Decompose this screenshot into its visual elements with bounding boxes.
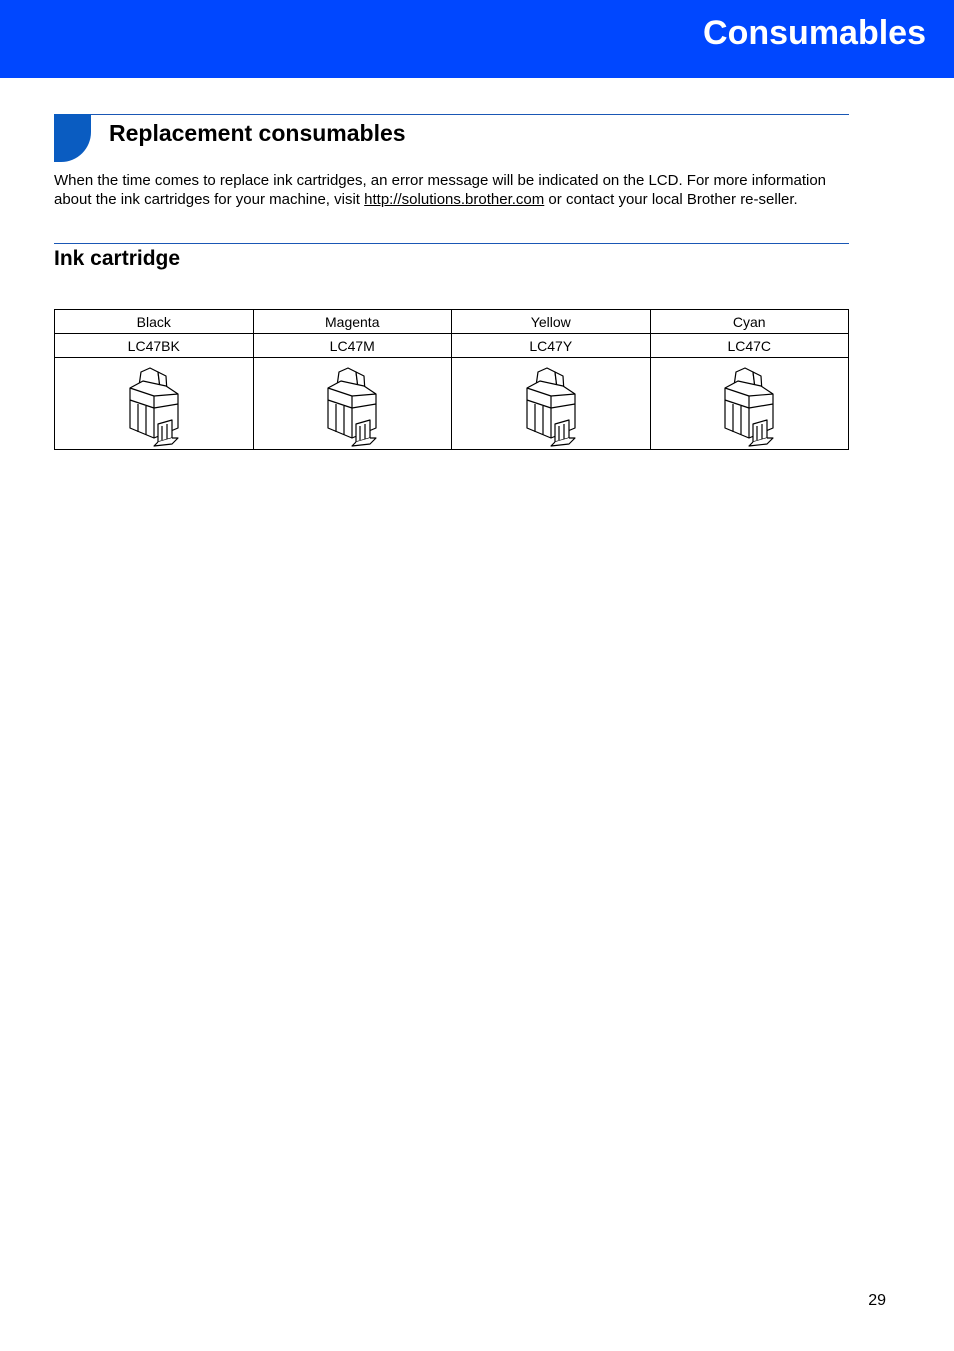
- page-number: 29: [868, 1292, 886, 1309]
- table-row: [55, 310, 849, 334]
- table-row: [55, 358, 849, 450]
- column-name-cell: Cyan: [650, 310, 849, 334]
- subsection-title: Ink cartridge: [54, 247, 181, 270]
- ink-cartridge-icon: [126, 366, 182, 448]
- cartridge-image-cell: [55, 358, 254, 450]
- header-bar: [0, 0, 954, 78]
- table-row: [55, 334, 849, 358]
- ink-cartridge-icon: [324, 366, 380, 448]
- cartridge-image-cell: [253, 358, 452, 450]
- ink-cartridge-icon: [721, 366, 777, 448]
- model-code-cell: LC47BK: [55, 334, 254, 358]
- subsection-rule: [54, 243, 849, 244]
- column-name-cell: Magenta: [253, 310, 452, 334]
- cartridge-image-cell: [650, 358, 849, 450]
- intro-paragraph: [54, 171, 854, 209]
- intro-text-after: or contact your local Brother re-seller.: [544, 191, 798, 208]
- section-tab-marker: [54, 114, 91, 162]
- model-code-cell: LC47M: [253, 334, 452, 358]
- solutions-link[interactable]: http://solutions.brother.com: [364, 191, 545, 208]
- model-code-cell: LC47Y: [452, 334, 651, 358]
- intro-text-before: When the time comes to replace ink cartridges, an error message will be indicated on the LCD. For more information about the ink cartridges for your machine, visit: [54, 172, 827, 208]
- ink-cartridge-icon: [523, 366, 579, 448]
- section-title: Replacement consumables: [109, 120, 406, 146]
- section-rule: [91, 114, 849, 115]
- header-title: Consumables: [703, 14, 926, 52]
- model-code-cell: LC47C: [650, 334, 849, 358]
- column-name-cell: Yellow: [452, 310, 651, 334]
- cartridge-table: [54, 309, 849, 450]
- cartridge-image-cell: [452, 358, 651, 450]
- column-name-cell: Black: [55, 310, 254, 334]
